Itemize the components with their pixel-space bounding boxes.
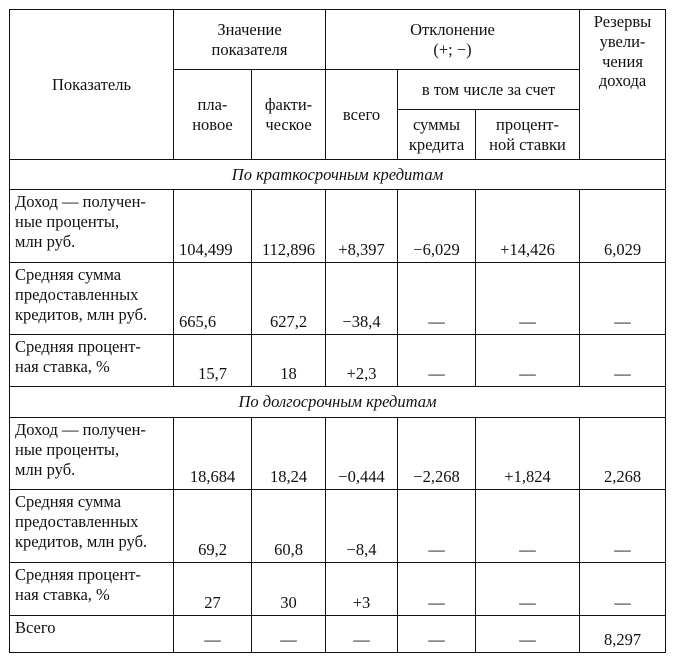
cell-total: +2,3	[326, 335, 398, 387]
header-loan-sum: суммы кредита	[398, 110, 476, 160]
cell-loan-sum: —	[398, 335, 476, 387]
cell-reserve: —	[580, 263, 666, 335]
cell-planned: 15,7	[174, 335, 252, 387]
cell-loan-sum: −6,029	[398, 190, 476, 263]
cell-total: +8,397	[326, 190, 398, 263]
header-reserves: Резервы увели- чения дохода	[580, 10, 666, 160]
cell-planned: 18,684	[174, 418, 252, 490]
total-row	[10, 616, 666, 653]
cell-loan-sum: —	[398, 490, 476, 563]
cell-actual: 112,896	[252, 190, 326, 263]
cell-rate: —	[476, 263, 580, 335]
table-row	[10, 335, 666, 387]
cell-reserve: 8,297	[580, 616, 666, 653]
cell-planned: 27	[174, 563, 252, 616]
cell-total: +3	[326, 563, 398, 616]
cell-actual: 18,24	[252, 418, 326, 490]
cell-loan-sum: —	[398, 563, 476, 616]
header-value-group: Значение показателя	[174, 10, 326, 70]
table-row	[10, 190, 666, 263]
cell-total: −0,444	[326, 418, 398, 490]
cell-rate: —	[476, 616, 580, 653]
cell-planned: 665,6	[174, 263, 252, 335]
cell-reserve: —	[580, 335, 666, 387]
row-label: Средняя процент- ная ставка, %	[10, 335, 174, 387]
table-row	[10, 490, 666, 563]
row-label: Средняя сумма предоставленных кредитов, млн руб.	[10, 490, 174, 563]
header-total: всего	[326, 70, 398, 160]
cell-actual: 627,2	[252, 263, 326, 335]
indicator-table	[9, 9, 666, 653]
cell-total: —	[326, 616, 398, 653]
total-label: Всего	[10, 616, 174, 653]
row-label: Средняя сумма предоставленных кредитов, млн руб.	[10, 263, 174, 335]
table-row	[10, 263, 666, 335]
section-title: По долгосрочным кредитам	[10, 387, 666, 418]
cell-actual: 18	[252, 335, 326, 387]
section-title: По краткосрочным кредитам	[10, 160, 666, 190]
cell-rate: +14,426	[476, 190, 580, 263]
cell-planned: 69,2	[174, 490, 252, 563]
cell-rate: —	[476, 335, 580, 387]
cell-rate: —	[476, 563, 580, 616]
header-planned: пла- новое	[174, 70, 252, 160]
table-row	[10, 418, 666, 490]
cell-total: −8,4	[326, 490, 398, 563]
cell-loan-sum: —	[398, 263, 476, 335]
cell-actual: 30	[252, 563, 326, 616]
header-actual: факти- ческое	[252, 70, 326, 160]
cell-loan-sum: −2,268	[398, 418, 476, 490]
cell-reserve: —	[580, 490, 666, 563]
cell-planned: 104,499	[174, 190, 252, 263]
cell-reserve: 2,268	[580, 418, 666, 490]
row-label: Средняя процент- ная ставка, %	[10, 563, 174, 616]
cell-total: −38,4	[326, 263, 398, 335]
header-deviation-group: Отклонение (+; −)	[326, 10, 580, 70]
cell-actual: 60,8	[252, 490, 326, 563]
header-indicator: Показатель	[10, 10, 174, 160]
row-label: Доход — получен- ные проценты, млн руб.	[10, 418, 174, 490]
cell-actual: —	[252, 616, 326, 653]
cell-planned: —	[174, 616, 252, 653]
table-row	[10, 563, 666, 616]
header-interest-rate: процент- ной ставки	[476, 110, 580, 160]
cell-rate: —	[476, 490, 580, 563]
row-label: Доход — получен- ные проценты, млн руб.	[10, 190, 174, 263]
cell-reserve: —	[580, 563, 666, 616]
header-including: в том числе за счет	[398, 70, 580, 110]
cell-loan-sum: —	[398, 616, 476, 653]
cell-reserve: 6,029	[580, 190, 666, 263]
cell-rate: +1,824	[476, 418, 580, 490]
